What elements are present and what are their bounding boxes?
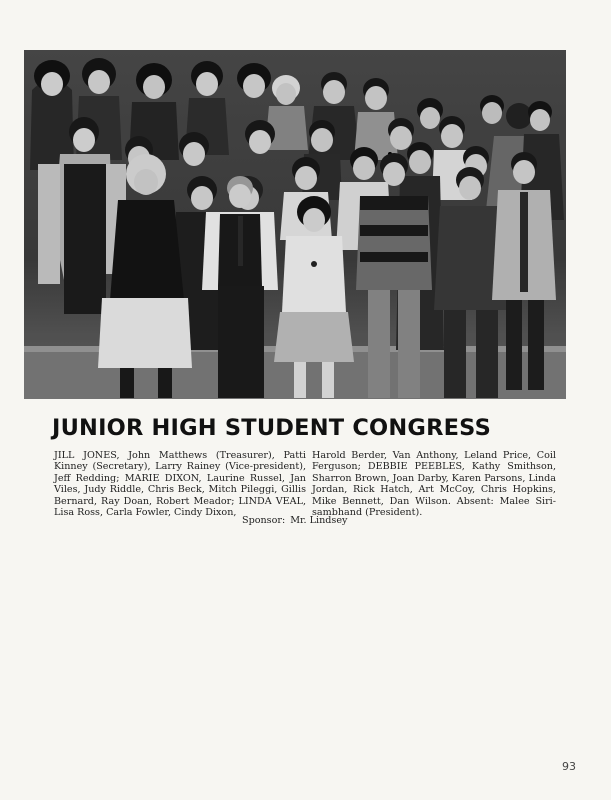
sponsor-name: Mr. Lindsey [290,515,348,526]
sponsor-label: Sponsor: [242,515,286,526]
group-photo [24,50,566,399]
roster-left-column: JILL JONES, John Matthews (Treasurer), Patti Kinney (Secretary), Larry Rainey (Vice-president), Jeff Redding; MARIE DIXON, Laurine Russel, Jan Viles, Judy Riddle, Chris Beck, Mitch Pileggi, Gillis Bernard, Ray Doan, Robert Meador; LINDA VEAL, Lisa Ross, Carla Fowler, Cindy Dixon, [54,450,306,519]
page-number: 93 [562,760,576,773]
sponsor-line [242,515,347,526]
section-title: JUNIOR HIGH STUDENT CONGRESS [52,415,491,441]
roster-right-column: Harold Berder, Van Anthony, Leland Price, Coil Ferguson; DEBBIE PEEBLES, Kathy Smithson, Sharron Brown, Joan Darby, Karen Parsons, Linda Jordan, Rick Hatch, Art McCoy, Chris Hopkins, Mike Bennett, Dan Wilson. Absent: Malee Siri-sambhand (President). [312,450,556,519]
